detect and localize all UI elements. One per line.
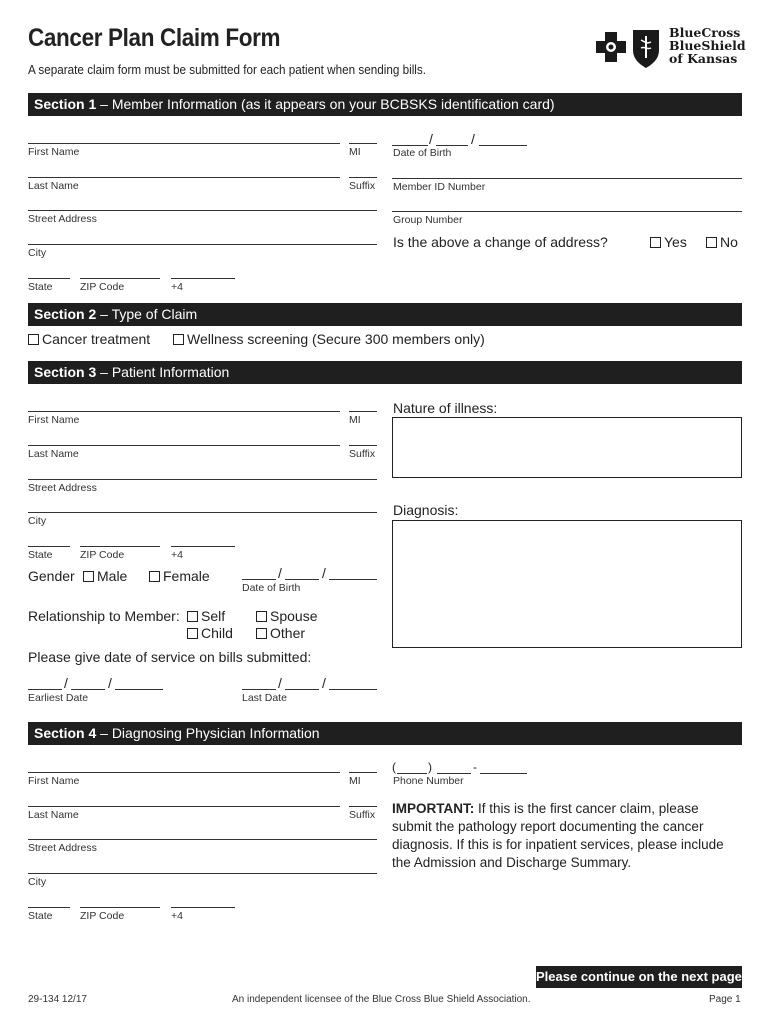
s1-change-yes[interactable] bbox=[650, 234, 687, 250]
earliest-day-field[interactable] bbox=[71, 689, 105, 690]
s3-last-name-field[interactable] bbox=[28, 445, 340, 446]
s3-suffix-field[interactable] bbox=[349, 445, 377, 446]
s1-state-field[interactable] bbox=[28, 278, 70, 279]
claim-type-wellness-screening[interactable] bbox=[173, 331, 485, 347]
gender-label: Gender bbox=[28, 568, 75, 584]
page-number: Page 1 bbox=[709, 994, 741, 1005]
section-1-title: – Member Information (as it appears on your BCBSKS identification card) bbox=[96, 96, 555, 112]
s1-mi-field[interactable] bbox=[349, 143, 377, 144]
checkbox-icon[interactable] bbox=[83, 571, 94, 582]
s1-state-label: State bbox=[28, 281, 53, 293]
s1-yes-label: Yes bbox=[664, 234, 687, 250]
last-date-label: Last Date bbox=[242, 692, 287, 704]
self-label: Self bbox=[201, 608, 226, 624]
logo-line-2: BlueShield bbox=[669, 38, 746, 53]
checkbox-icon[interactable] bbox=[256, 628, 267, 639]
relationship-child[interactable] bbox=[187, 625, 233, 641]
date-separator: / bbox=[108, 675, 112, 691]
s4-city-label: City bbox=[28, 876, 47, 888]
phone-line-field[interactable] bbox=[480, 773, 527, 774]
earliest-month-field[interactable] bbox=[28, 689, 62, 690]
s3-zip-field[interactable] bbox=[80, 546, 160, 547]
child-label: Child bbox=[201, 625, 233, 641]
date-separator: / bbox=[322, 675, 326, 691]
s3-city-field[interactable] bbox=[28, 512, 377, 513]
checkbox-icon[interactable] bbox=[149, 571, 160, 582]
phone-number-label: Phone Number bbox=[393, 775, 464, 787]
date-separator: / bbox=[471, 131, 475, 147]
male-label: Male bbox=[97, 568, 128, 584]
important-note bbox=[392, 800, 742, 872]
s1-no-label: No bbox=[720, 234, 738, 250]
s1-zip-field[interactable] bbox=[80, 278, 160, 279]
s1-mi-label: MI bbox=[349, 146, 361, 158]
s4-state-field[interactable] bbox=[28, 907, 70, 908]
phone-prefix-field[interactable] bbox=[437, 773, 471, 774]
s4-first-name-label: First Name bbox=[28, 775, 80, 787]
diagnosis-box[interactable] bbox=[392, 520, 742, 648]
s4-mi-field[interactable] bbox=[349, 772, 377, 773]
s4-city-field[interactable] bbox=[28, 873, 377, 874]
checkbox-icon[interactable] bbox=[187, 611, 198, 622]
s1-dob-year-field[interactable] bbox=[479, 145, 527, 146]
s4-state-label: State bbox=[28, 910, 53, 922]
s4-last-name-label: Last Name bbox=[28, 809, 79, 821]
s3-street-label: Street Address bbox=[28, 482, 97, 494]
phone-dash: - bbox=[473, 760, 477, 774]
diagnosis-label: Diagnosis: bbox=[393, 502, 459, 518]
gender-male[interactable] bbox=[83, 568, 127, 584]
s3-city-label: City bbox=[28, 515, 47, 527]
s4-first-name-field[interactable] bbox=[28, 772, 340, 773]
s3-state-label: State bbox=[28, 549, 53, 561]
s1-member-id-label: Member ID Number bbox=[393, 181, 486, 193]
s1-zip-label: ZIP Code bbox=[80, 281, 125, 293]
date-separator: / bbox=[64, 675, 68, 691]
logo-line-1: BlueCross bbox=[669, 25, 741, 40]
s1-dob-day-field[interactable] bbox=[436, 145, 468, 146]
section-3-number: Section 3 bbox=[34, 364, 97, 380]
s1-first-name-field[interactable] bbox=[28, 143, 340, 144]
nature-of-illness-label: Nature of illness: bbox=[393, 400, 498, 416]
relationship-label: Relationship to Member: bbox=[28, 608, 180, 624]
phone-paren-close: ) bbox=[428, 760, 432, 774]
s4-street-label: Street Address bbox=[28, 842, 97, 854]
s1-suffix-field[interactable] bbox=[349, 177, 377, 178]
s1-group-field[interactable] bbox=[392, 211, 742, 212]
s3-mi-label: MI bbox=[349, 414, 361, 426]
last-day-field[interactable] bbox=[285, 689, 319, 690]
s4-plus4-label: +4 bbox=[171, 910, 183, 922]
s1-city-field[interactable] bbox=[28, 244, 377, 245]
s1-plus4-field[interactable] bbox=[171, 278, 235, 279]
phone-area-field[interactable] bbox=[397, 773, 427, 774]
s3-state-field[interactable] bbox=[28, 546, 70, 547]
section-2-header bbox=[28, 303, 742, 326]
s1-group-label: Group Number bbox=[393, 214, 463, 226]
continue-banner: Please continue on the next page. bbox=[536, 966, 742, 988]
relationship-self[interactable] bbox=[187, 608, 225, 624]
female-label: Female bbox=[163, 568, 210, 584]
s4-zip-field[interactable] bbox=[80, 907, 160, 908]
s4-zip-label: ZIP Code bbox=[80, 910, 125, 922]
s1-last-name-field[interactable] bbox=[28, 177, 340, 178]
s4-street-field[interactable] bbox=[28, 839, 377, 840]
s3-mi-field[interactable] bbox=[349, 411, 377, 412]
date-separator: / bbox=[278, 675, 282, 691]
gender-female[interactable] bbox=[149, 568, 210, 584]
s3-first-name-label: First Name bbox=[28, 414, 80, 426]
spouse-label: Spouse bbox=[270, 608, 318, 624]
s3-last-name-label: Last Name bbox=[28, 448, 79, 460]
relationship-spouse[interactable] bbox=[256, 608, 317, 624]
s3-first-name-field[interactable] bbox=[28, 411, 340, 412]
s4-suffix-field[interactable] bbox=[349, 806, 377, 807]
s4-plus4-field[interactable] bbox=[171, 907, 235, 908]
s1-dob-label: Date of Birth bbox=[393, 147, 452, 159]
s1-street-label: Street Address bbox=[28, 213, 97, 225]
date-separator: / bbox=[278, 565, 282, 581]
section-3-title: – Patient Information bbox=[96, 364, 230, 380]
service-date-question: Please give date of service on bills submitted: bbox=[28, 649, 312, 665]
section-3-header bbox=[28, 361, 742, 384]
last-year-field[interactable] bbox=[329, 689, 377, 690]
checkbox-icon[interactable] bbox=[706, 237, 717, 248]
section-1-header bbox=[28, 93, 742, 116]
form-subtitle: A separate claim form must be submitted for each patient when sending bills. bbox=[28, 62, 427, 77]
section-4-title: – Diagnosing Physician Information bbox=[96, 725, 320, 741]
s3-zip-label: ZIP Code bbox=[80, 549, 125, 561]
section-4-number: Section 4 bbox=[34, 725, 97, 741]
form-title: Cancer Plan Claim Form bbox=[28, 24, 281, 52]
claim-type-cancer-treatment[interactable] bbox=[28, 331, 150, 347]
section-2-title: – Type of Claim bbox=[96, 306, 198, 322]
checkbox-icon[interactable] bbox=[650, 237, 661, 248]
date-separator: / bbox=[429, 131, 433, 147]
s3-plus4-label: +4 bbox=[171, 549, 183, 561]
cross-shield-icon bbox=[595, 24, 665, 70]
s3-dob-day-field[interactable] bbox=[285, 579, 319, 580]
logo-line-3: of Kansas bbox=[669, 51, 738, 66]
s3-suffix-label: Suffix bbox=[349, 448, 376, 460]
s3-dob-month-field[interactable] bbox=[242, 579, 276, 580]
section-4-header bbox=[28, 722, 742, 745]
s1-plus4-label: +4 bbox=[171, 281, 183, 293]
form-id: 29-134 12/17 bbox=[28, 994, 87, 1005]
last-month-field[interactable] bbox=[242, 689, 276, 690]
s3-plus4-field[interactable] bbox=[171, 546, 235, 547]
s1-change-address-question: Is the above a change of address? bbox=[393, 234, 608, 250]
important-label: IMPORTANT: bbox=[392, 801, 475, 816]
s1-first-name-label: First Name bbox=[28, 146, 80, 158]
other-label: Other bbox=[270, 625, 306, 641]
earliest-year-field[interactable] bbox=[115, 689, 163, 690]
earliest-date-label: Earliest Date bbox=[28, 692, 89, 704]
licensee-text: An independent licensee of the Blue Cross Blue Shield Association. bbox=[232, 994, 531, 1005]
s4-last-name-field[interactable] bbox=[28, 806, 340, 807]
important-text: If this is the first cancer claim, please submit the pathology report documenting the cancer diagnosis. If this is for inpatient services, please include the Admission and Discharge Summary. bbox=[392, 801, 724, 870]
s4-suffix-label: Suffix bbox=[349, 809, 376, 821]
phone-paren-open: ( bbox=[392, 760, 396, 774]
s3-dob-year-field[interactable] bbox=[329, 579, 377, 580]
checkbox-icon[interactable] bbox=[28, 334, 39, 345]
wellness-screening-label: Wellness screening (Secure 300 members only) bbox=[187, 331, 485, 347]
checkbox-icon[interactable] bbox=[173, 334, 184, 345]
s1-suffix-label: Suffix bbox=[349, 180, 376, 192]
date-separator: / bbox=[322, 565, 326, 581]
cancer-treatment-label: Cancer treatment bbox=[42, 331, 151, 347]
s1-member-id-field[interactable] bbox=[392, 178, 742, 179]
s1-city-label: City bbox=[28, 247, 47, 259]
s1-last-name-label: Last Name bbox=[28, 180, 79, 192]
checkbox-icon[interactable] bbox=[187, 628, 198, 639]
s1-street-field[interactable] bbox=[28, 210, 377, 211]
bcbs-logo bbox=[595, 24, 745, 70]
nature-of-illness-box[interactable] bbox=[392, 417, 742, 478]
s3-street-field[interactable] bbox=[28, 479, 377, 480]
section-1-number: Section 1 bbox=[34, 96, 97, 112]
section-2-number: Section 2 bbox=[34, 306, 97, 322]
checkbox-icon[interactable] bbox=[256, 611, 267, 622]
s3-dob-label: Date of Birth bbox=[242, 582, 301, 594]
s1-change-no[interactable] bbox=[706, 234, 738, 250]
s1-dob-month-field[interactable] bbox=[392, 145, 428, 146]
s4-mi-label: MI bbox=[349, 775, 361, 787]
relationship-other[interactable] bbox=[256, 625, 305, 641]
